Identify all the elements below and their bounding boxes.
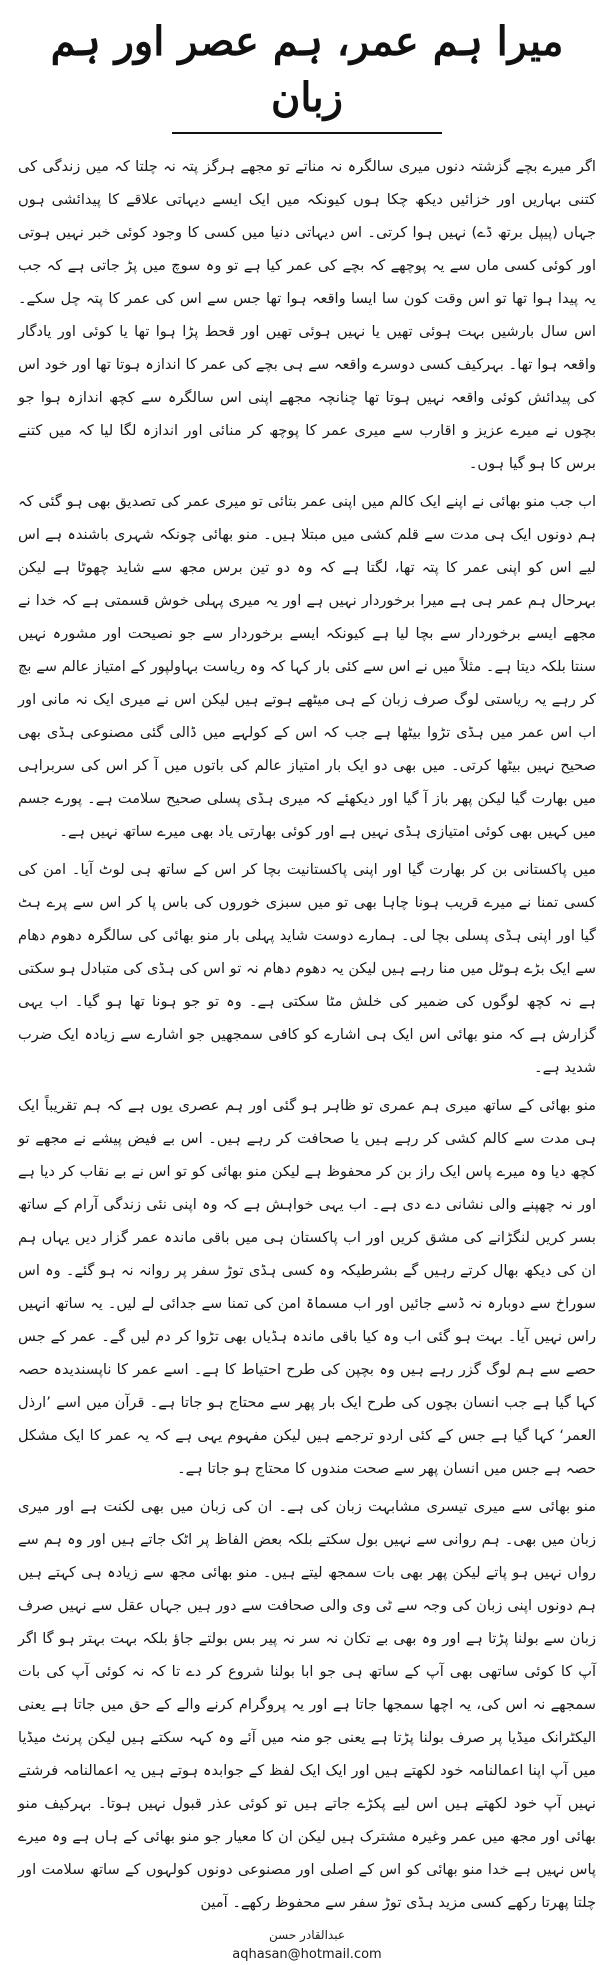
paragraph: میں پاکستانی بن کر بھارت گیا اور اپنی پاکستانیت بچا کر اس کے ساتھ ہی لوٹ آیا۔ امن کی کسی تمنا نے میرے قریب ہونا چاہا بھی تو میں سبزی خوروں کی باس پا کر اس سے پرے ہٹ گیا اور اپنی ہڈی پسلی بچا لی۔ ہمارے دوست شاید پہلی بار منو بھائی کی سالگرہ دھوم دھام سے ایک بڑے ہوٹل میں منا رہے ہیں لیکن یہ دھوم دھام نہ تو اس کی ہڈی کی متبادل ہو سکتی ہے نہ کچھ لوگوں کی ضمیر کی خلش مٹا سکتی ہے۔ وہ تو جو ہونا تھا ہو گیا۔ اب یہی گزارش ہے کہ منو بھائی اس ایک ہی اشارے کو کافی سمجھیں جو اشارے سے زیادہ ایک ضرب شدید ہے۔ [18,861,596,1076]
paragraph: اب جب منو بھائی نے اپنے ایک کالم میں اپنی عمر بتائی تو میری عمر کی تصدیق بھی ہو گئی کہ ہم دونوں ایک ہی مدت سے قلم کشی میں مبتلا ہیں۔ منو بھائی چونکہ شہری باشندہ ہے اس لیے اس کو اپنی عمر کا پتہ تھا، لگتا ہے کہ وہ دو تین برس مجھ سے شاید چھوٹا ہے لیکن بہرحال ہم عمر ہی ہے میرا برخوردار نہیں ہے اور یہ میری پہلی خوش قسمتی ہے کہ خدا نے مجھے ایسے برخوردار سے بچا لیا ہے کیونکہ ایسے برخوردار سے جو نصیحت اور مشورہ نہیں سنتا بلکہ دیتا ہے۔ مثلاً میں نے اس سے کئی بار کہا کہ وہ ریاست بہاولپور کے امتیاز عالم سے بچ کر رہے یہ ریاستی لوگ صرف زبان کے ہی میٹھے ہوتے ہیں لیکن اس نے میری ایک نہ مانی اور اب اس عمر میں ہڈی تڑوا بیٹھا ہے جب کہ اس کے کولہے میں ڈالی گئی مصنوعی ہڈی بھی صحیح نہیں بیٹھا کرتی۔ میں بھی دو ایک بار امتیاز عالم کی باتوں میں آ کر اس کی سربراہی میں بھارت گیا لیکن پھر باز آ گیا اور دیکھئے کہ میری ہڈی پسلی صحیح سلامت ہے۔ پورے جسم میں کہیں بھی کوئی امتیازی ہڈی نہیں ہے اور کوئی بھارتی یاد بھی میرے ساتھ نہیں ہے۔ [18,493,596,840]
article-body [18,150,596,1919]
article-title: میرا ہم عمر، ہم عصر اور ہم زبان [50,18,564,121]
title-underline [172,132,442,134]
author-email[interactable]: aqhasan@hotmail.com [232,1947,382,1962]
paragraph: منو بھائی کے ساتھ میری ہم عمری تو ظاہر ہو گئی اور ہم عصری یوں ہے کہ ہم تقریباً ایک ہی مدت سے کالم کشی کر رہے ہیں یا صحافت کر رہے ہیں۔ اس بے فیض پیشے نے مجھے تو کچھ دیا وہ میرے پاس ایک راز بن کر محفوظ ہے لیکن منو بھائی کو تو اس نے بے نقاب کر دیا ہے اور نہ چھپنے والی نشانی دے دی ہے۔ اب یہی خواہش ہے کہ وہ اپنی نئی زندگی آرام کے ساتھ بسر کریں لنگڑانے کی مشق کریں اور اب پاکستان ہی میں باقی ماندہ عمر گزار دیں یہاں ہم ان کی دیکھ بھال کرتے رہیں گے بشرطیکہ وہ کسی ہڈی توڑ سفر پر روانہ نہ ہو گئے۔ وہ اس سوراخ سے دوبارہ نہ ڈسے جائیں اور اب مسماۃ امن کی تمنا سے جدائی لے لیں۔ یہ ساتھ انہیں راس نہیں آیا۔ بہت ہو گئی اب وہ کیا باقی ماندہ ہڈیاں بھی تڑوا کر دم لیں گے۔ عمر کے جس حصے سے ہم لوگ گزر رہے ہیں وہ بچپن کی طرح احتیاط کا ہے۔ اسے عمر کا ناپسندیدہ حصہ کہا گیا ہے جب انسان بچوں کی طرح ایک بار پھر سے محتاج ہو جاتا ہے۔ قرآن میں اسے ’ارذل العمر‘ کہا گیا ہے جس کے کئی اردو ترجمے ہیں لیکن مفہوم یہی ہے کہ یہ عمر کا ایک مشکل حصہ ہے جس میں انسان پھر سے صحت مندوں کا محتاج ہو جاتا ہے۔ [18,1097,596,1477]
paragraph: اگر میرے بچے گزشتہ دنوں میری سالگرہ نہ مناتے تو مجھے ہرگز پتہ نہ چلتا کہ میں زندگی کی کتنی بہاریں اور خزائیں دیکھ چکا ہوں کیونکہ میں ایک ایسے دیہاتی علاقے کا پیدائشی ہوں جہاں (پیپل برتھ ڈے) نہیں ہوا کرتی۔ اس دیہاتی دنیا میں کسی کا وجود کوئی خبر نہیں ہوتی اور کوئی کسی ماں سے یہ پوچھے کہ بچے کی عمر کیا ہے تو وہ سوچ میں پڑ جاتی ہے کہ جب یہ پیدا ہوا تھا تو اس وقت کون سا ایسا واقعہ ہوا تھا جس سے اس کی عمر کا پتہ چل سکے۔ اس سال بارشیں بہت ہوئی تھیں یا نہیں ہوئی تھیں اور قحط پڑا ہوا تھا یا کوئی اور یادگار واقعہ ہوا تھا۔ بہرکیف کسی دوسرے واقعہ سے ہی بچے کی عمر کا اندازہ ہوتا تھا اور خود اس کی پیدائش کوئی واقعہ نہیں ہوتا تھا چنانچہ مجھے اپنی اس سالگرہ سے کچھ اندازہ ہوا جو بچوں نے میرے عزیز و اقارب سے میری عمر کا پوچھ کر منائی اور اندازہ لگا لیا کہ میں کتنے برس کا ہو گیا ہوں۔ [18,158,596,472]
paragraph: منو بھائی سے میری تیسری مشابہت زبان کی ہے۔ ان کی زبان میں بھی لکنت ہے اور میری زبان میں بھی۔ ہم روانی سے نہیں بول سکتے بلکہ بعض الفاظ پر اٹک جاتے ہیں اور وہ ہم سے رواں نہیں ہو پاتے لیکن پھر بھی بات سمجھ لیتے ہیں۔ منو بھائی مجھ سے زیادہ ہی کہتے ہیں ہم دونوں اپنی زبان کی وجہ سے ٹی وی والی صحافت سے دور ہیں جہاں عقل سے نہیں صرف زبان سے بولنا پڑتا ہے اور وہ بھی بے تکان نہ سر نہ پیر بس بولتے جاؤ بلکہ بہت بہتر ہو گا اگر آپ کا کوئی ساتھی بھی آپ کے ساتھ ہی جو ابا بولنا شروع کر دے تا کہ نہ کوئی آپ کی بات سمجھے نہ اس کی، یہ اچھا سمجھا جاتا ہے اور یہ پروگرام کرنے والے کے حق میں جاتا ہے یعنی الیکٹرانک میڈیا پر صرف بولنا پڑتا ہے یعنی جو منہ میں آئے وہ کہہ سکتے ہیں لیکن پرنٹ میڈیا میں آپ اپنا اعمالنامہ خود لکھتے ہیں اور ایک ایک لفظ کے جوابدہ ہوتے ہیں یہ اعمالنامہ فرشتے نہیں آپ خود لکھتے ہیں اس لیے پکڑے جاتے ہیں تو کوئی عذر قبول نہیں ہوتا۔ بہرکیف منو بھائی اور مجھ میں عمر وغیرہ مشترک ہیں لیکن ان کا معیار جو منو بھائی کے ہاں ہے وہ میرے پاس نہیں ہے خدا منو بھائی کو اس کے اصلی اور مصنوعی دونوں کولہوں کے ساتھ سلامت اور چلتا پھرتا رکھے کسی مزید ہڈی توڑ سفر سے محفوظ رکھے۔ آمین [18,1498,596,1911]
author-name: عبدالقادر حسن [268,1928,345,1942]
